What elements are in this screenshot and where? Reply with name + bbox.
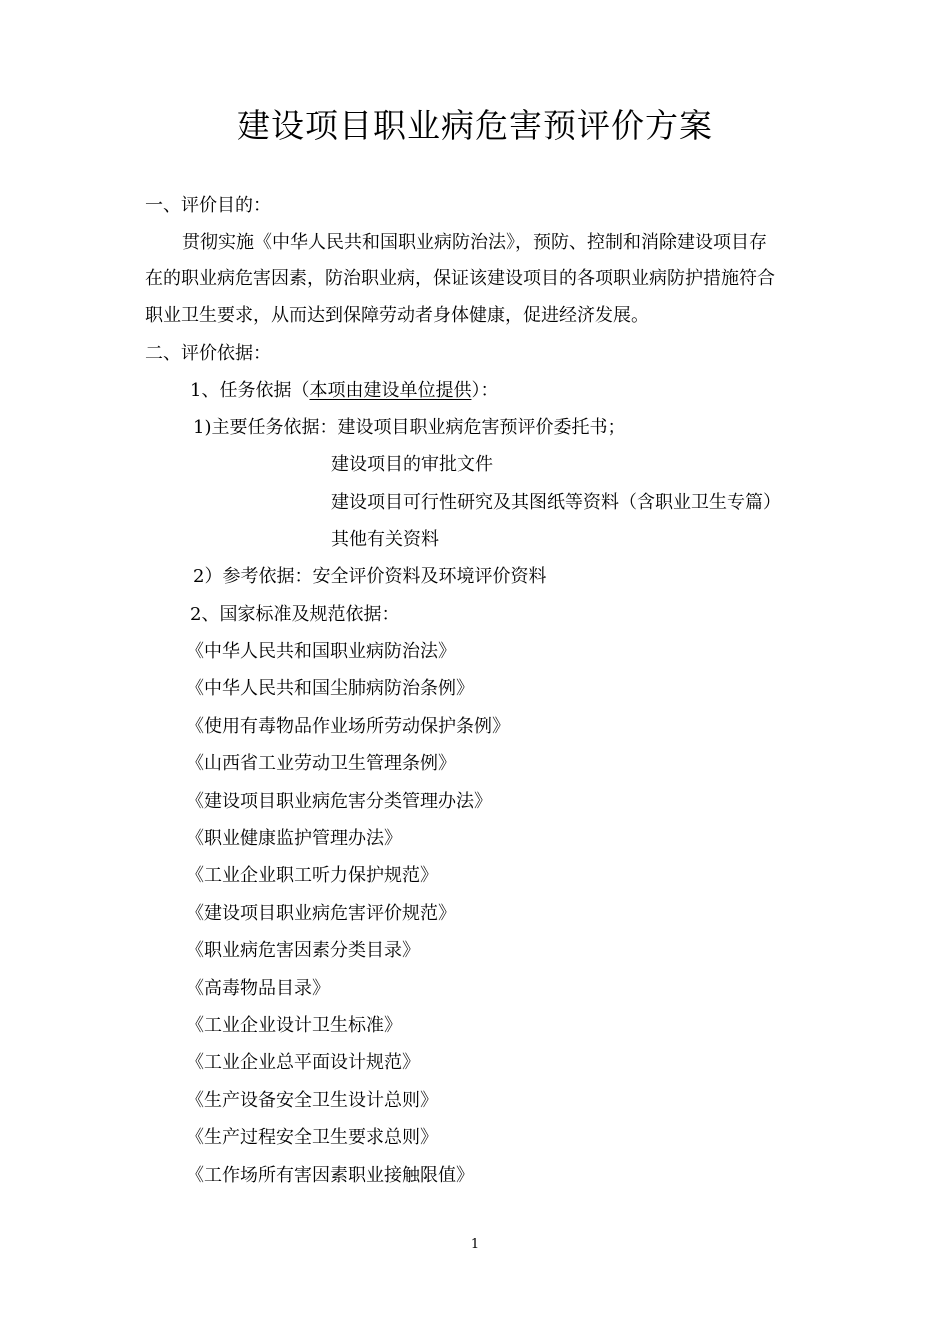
standard-list-item: 《职业病危害因素分类目录》 — [186, 940, 420, 961]
standard-list-item: 《工作场所有害因素职业接触限值》 — [186, 1165, 474, 1186]
task-basis-item — [190, 378, 498, 404]
standards-heading: 2、国家标准及规范依据： — [190, 604, 400, 625]
page-number: 1 — [470, 1237, 480, 1252]
section1-paragraph-line: 在的职业病危害因素，防治职业病，保证该建设项目的各项职业病防护措施符合 — [145, 268, 775, 289]
standard-list-item: 《职业健康监护管理办法》 — [186, 828, 402, 849]
main-task-basis-continued: 建设项目的审批文件 — [331, 454, 493, 475]
standard-list-item: 《中华人民共和国职业病防治法》 — [186, 641, 456, 662]
main-task-basis-continued: 其他有关资料 — [331, 529, 439, 550]
standard-list-item: 《使用有毒物品作业场所劳动保护条例》 — [186, 716, 510, 737]
standard-list-item: 《工业企业总平面设计规范》 — [186, 1052, 420, 1073]
standard-list-item: 《建设项目职业病危害评价规范》 — [186, 903, 456, 924]
standard-list-item: 《工业企业设计卫生标准》 — [186, 1015, 402, 1036]
reference-basis: 2）参考依据：安全评价资料及环境评价资料 — [193, 566, 547, 587]
section1-paragraph-line: 职业卫生要求，从而达到保障劳动者身体健康，促进经济发展。 — [145, 305, 649, 326]
standard-list-item: 《生产过程安全卫生要求总则》 — [186, 1127, 438, 1148]
standard-list-item: 《中华人民共和国尘肺病防治条例》 — [186, 678, 474, 699]
main-task-basis-continued: 建设项目可行性研究及其图纸等资料（含职业卫生专篇） — [331, 492, 781, 513]
standard-list-item: 《生产设备安全卫生设计总则》 — [186, 1090, 438, 1111]
standard-list-item: 《高毒物品目录》 — [186, 978, 330, 999]
section1-paragraph-line: 贯彻实施《中华人民共和国职业病防治法》，预防、控制和消除建设项目存 — [182, 232, 767, 253]
standard-list-item: 《建设项目职业病危害分类管理办法》 — [186, 791, 492, 812]
standard-list-item: 《工业企业职工听力保护规范》 — [186, 865, 438, 886]
document-title: 建设项目职业病危害预评价方案 — [237, 106, 713, 145]
task-basis-prefix: 1、任务依据（ — [190, 380, 310, 401]
section1-heading: 一、评价目的： — [145, 195, 271, 216]
task-basis-underlined-note: 本项由建设单位提供 — [309, 380, 472, 401]
main-task-basis: 1)主要任务依据：建设项目职业病危害预评价委托书； — [193, 417, 626, 438]
standard-list-item: 《山西省工业劳动卫生管理条例》 — [186, 753, 456, 774]
section2-heading: 二、评价依据： — [145, 343, 271, 364]
task-basis-suffix: ）： — [471, 380, 499, 401]
